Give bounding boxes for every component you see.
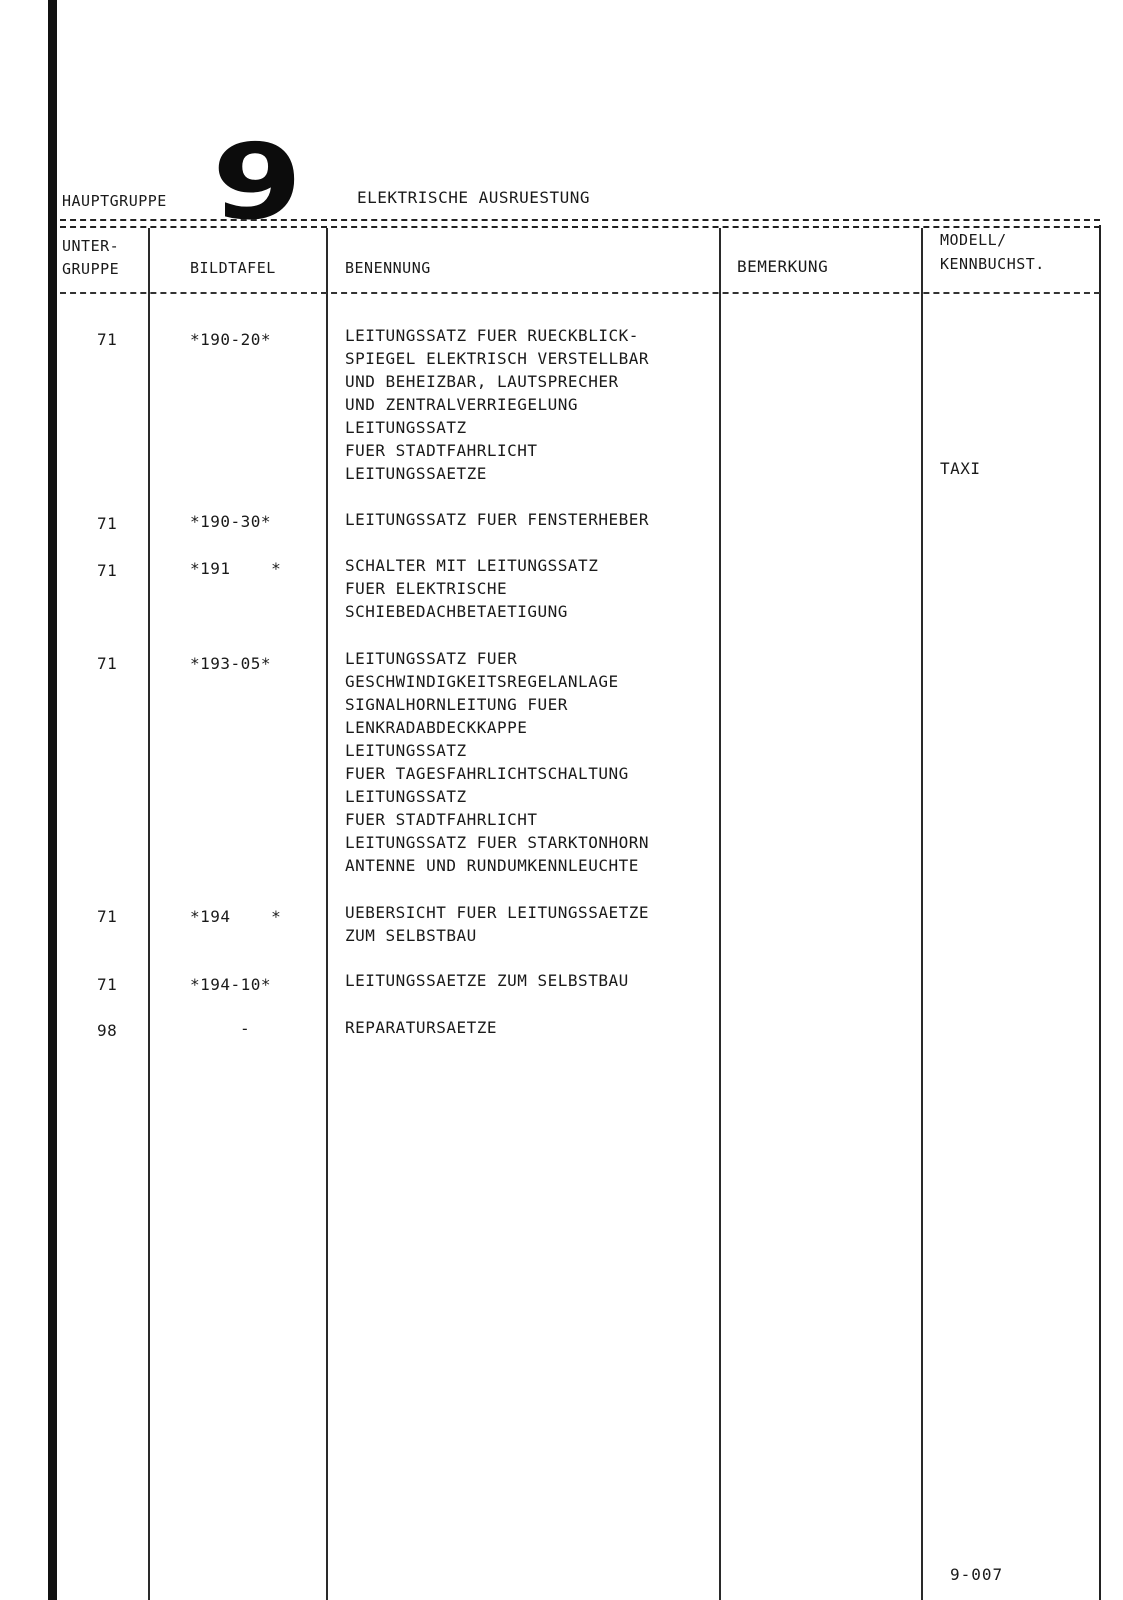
- row5-benennung-line: ZUM SELBSTBAU: [345, 926, 477, 945]
- col-benennung: BENENNUNG: [345, 259, 431, 277]
- group-title: ELEKTRISCHE AUSRUESTUNG: [357, 188, 591, 207]
- divider-untergruppe: [148, 228, 150, 1600]
- row4-benennung-line: LEITUNGSSATZ: [345, 741, 467, 760]
- row7-untergruppe: 98: [97, 1021, 118, 1040]
- row1-benennung-line: UND BEHEIZBAR, LAUTSPRECHER: [345, 372, 619, 391]
- row4-benennung-line: LEITUNGSSATZ FUER STARKTONHORN: [345, 833, 649, 852]
- binding-edge: [48, 0, 57, 1600]
- header-double-rule: [60, 219, 1100, 228]
- row1-untergruppe: 71: [97, 330, 118, 349]
- header-dash-rule: [60, 292, 1100, 294]
- row1-bildtafel: *190-20*: [190, 330, 272, 349]
- row5-untergruppe: 71: [97, 907, 118, 926]
- row2-untergruppe: 71: [97, 514, 118, 533]
- row4-untergruppe: 71: [97, 654, 118, 673]
- row4-benennung-line: FUER TAGESFAHRLICHTSCHALTUNG: [345, 764, 629, 783]
- row2-benennung-line: LEITUNGSSATZ FUER FENSTERHEBER: [345, 510, 649, 529]
- row4-bildtafel: *193-05*: [190, 654, 272, 673]
- divider-benennung: [719, 228, 721, 1600]
- row1-benennung-line: FUER STADTFAHRLICHT: [345, 441, 538, 460]
- right-border: [1099, 225, 1101, 1600]
- row1-benennung-line: LEITUNGSSATZ: [345, 418, 467, 437]
- row3-untergruppe: 71: [97, 561, 118, 580]
- row6-untergruppe: 71: [97, 975, 118, 994]
- row4-benennung-line: FUER STADTFAHRLICHT: [345, 810, 538, 829]
- row3-bildtafel: *191 *: [190, 559, 282, 578]
- divider-bemerkung: [921, 228, 923, 1600]
- col-modell-line2: KENNBUCHST.: [940, 255, 1045, 273]
- col-bildtafel: BILDTAFEL: [190, 259, 276, 277]
- row4-benennung-line: LEITUNGSSATZ FUER: [345, 649, 518, 668]
- row4-benennung-line: GESCHWINDIGKEITSREGELANLAGE: [345, 672, 619, 691]
- row1-modell: TAXI: [940, 459, 981, 478]
- row4-benennung-line: LEITUNGSSATZ: [345, 787, 467, 806]
- col-modell-line1: MODELL/: [940, 231, 1007, 249]
- row1-benennung-line: LEITUNGSSAETZE: [345, 464, 487, 483]
- row3-benennung-line: FUER ELEKTRISCHE: [345, 579, 508, 598]
- col-bemerkung: BEMERKUNG: [737, 257, 829, 276]
- row1-benennung-line: UND ZENTRALVERRIEGELUNG: [345, 395, 579, 414]
- row1-benennung-line: LEITUNGSSATZ FUER RUECKBLICK-: [345, 326, 639, 345]
- row5-bildtafel: *194 *: [190, 907, 282, 926]
- hauptgruppe-label: HAUPTGRUPPE: [62, 192, 167, 210]
- row3-benennung-line: SCHIEBEDACHBETAETIGUNG: [345, 602, 568, 621]
- row3-benennung-line: SCHALTER MIT LEITUNGSSATZ: [345, 556, 599, 575]
- row4-benennung-line: SIGNALHORNLEITUNG FUER: [345, 695, 568, 714]
- row1-benennung-line: SPIEGEL ELEKTRISCH VERSTELLBAR: [345, 349, 649, 368]
- col-untergruppe-line1: UNTER-: [62, 237, 120, 255]
- group-number: 9: [212, 121, 303, 243]
- row2-bildtafel: *190-30*: [190, 512, 272, 531]
- row4-benennung-line: LENKRADABDECKKAPPE: [345, 718, 528, 737]
- col-untergruppe-line2: GRUPPE: [62, 260, 120, 278]
- row6-benennung-line: LEITUNGSSAETZE ZUM SELBSTBAU: [345, 971, 629, 990]
- row6-bildtafel: *194-10*: [190, 975, 272, 994]
- row7-bildtafel: -: [240, 1019, 251, 1038]
- row4-benennung-line: ANTENNE UND RUNDUMKENNLEUCHTE: [345, 856, 639, 875]
- row5-benennung-line: UEBERSICHT FUER LEITUNGSSAETZE: [345, 903, 649, 922]
- divider-bildtafel: [326, 228, 328, 1600]
- row7-benennung-line: REPARATURSAETZE: [345, 1018, 497, 1037]
- page-number: 9-007: [950, 1565, 1004, 1584]
